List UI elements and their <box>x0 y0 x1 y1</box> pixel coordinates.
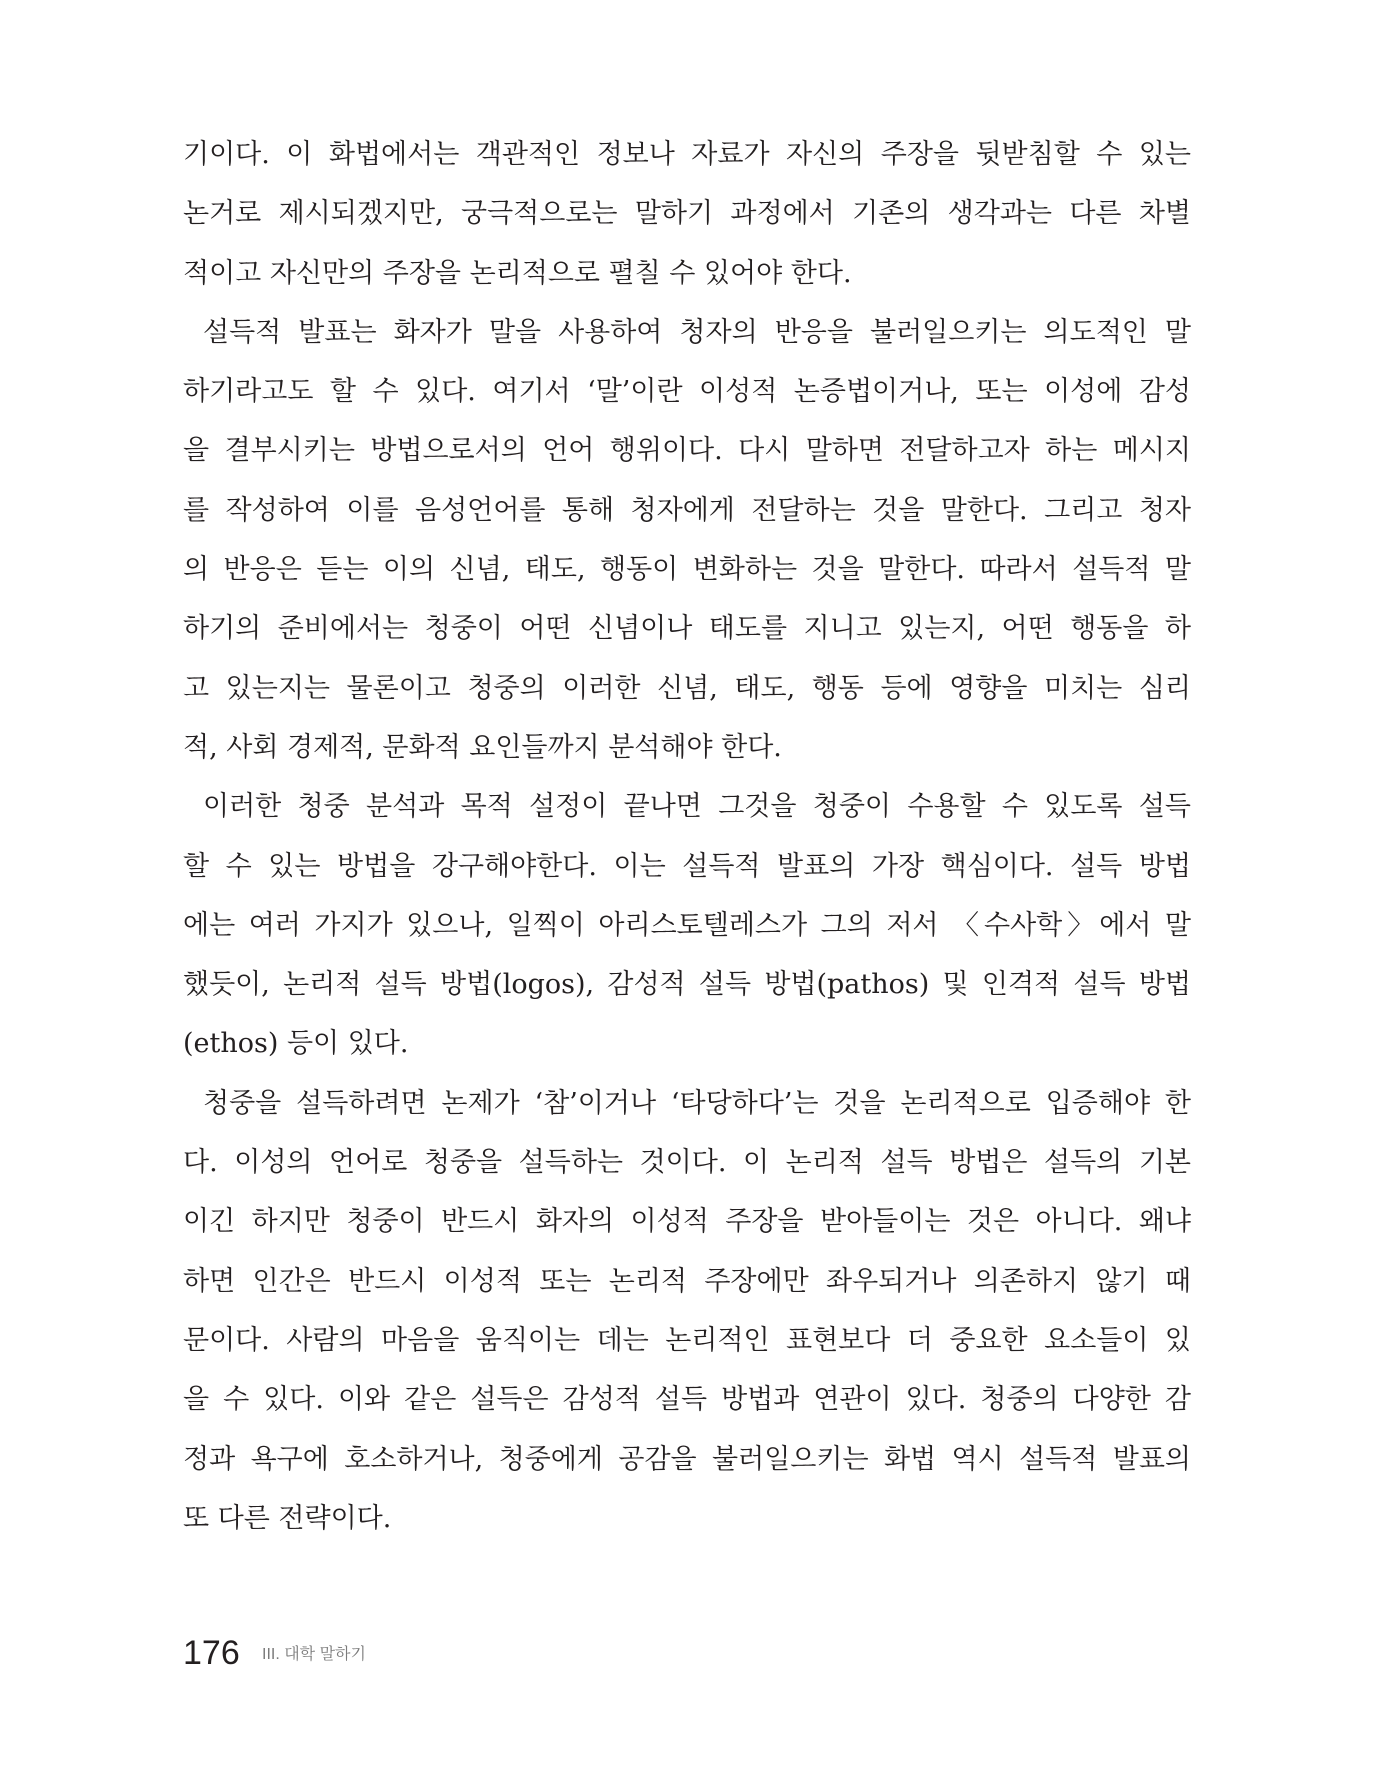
text-line: 의 반응은 듣는 이의 신념, 태도, 행동이 변화하는 것을 말한다. 따라서 설득적 말 <box>183 554 1191 586</box>
text-line: 논거로 제시되겠지만, 궁극적으로는 말하기 과정에서 기존의 생각과는 다른 차별 <box>183 198 1191 230</box>
text-line: 하면 인간은 반드시 이성적 또는 논리적 주장에만 좌우되거나 의존하지 않기 때 <box>183 1265 1191 1297</box>
text-line: 적, 사회 경제적, 문화적 요인들까지 분석해야 한다. <box>183 731 782 763</box>
text-line: 설득적 발표는 화자가 말을 사용하여 청자의 반응을 불러일으키는 의도적인 말 <box>203 316 1191 348</box>
text-line: 하기라고도 할 수 있다. 여기서 ‘말’이란 이성적 논증법이거나, 또는 이성에 감성 <box>183 376 1191 408</box>
text-line: 이러한 청중 분석과 목적 설정이 끝나면 그것을 청중이 수용할 수 있도록 설득 <box>203 791 1191 823</box>
text-line: 청중을 설득하려면 논제가 ‘참’이거나 ‘타당하다’는 것을 논리적으로 입증해야 한 <box>203 1087 1191 1119</box>
text-line: 를 작성하여 이를 음성언어를 통해 청자에게 전달하는 것을 말한다. 그리고 청자 <box>183 494 1191 526</box>
page-number: 176 <box>183 1634 240 1672</box>
text-line: 에는 여러 가지가 있으나, 일찍이 아리스토텔레스가 그의 저서 〈수사학〉에서 말 <box>183 909 1191 941</box>
text-line: 했듯이, 논리적 설득 방법(logos), 감성적 설득 방법(pathos) 및 인격적 설득 방법 <box>183 969 1191 1001</box>
running-footer-section: III. 대학 말하기 <box>262 1646 366 1663</box>
text-line: 할 수 있는 방법을 강구해야한다. 이는 설득적 발표의 가장 핵심이다. 설득 방법 <box>183 850 1191 882</box>
body-text <box>183 125 1191 1548</box>
text-line: 하기의 준비에서는 청중이 어떤 신념이나 태도를 지니고 있는지, 어떤 행동을 하 <box>183 613 1191 645</box>
text-line: 을 수 있다. 이와 같은 설득은 감성적 설득 방법과 연관이 있다. 청중의 다양한 감 <box>183 1384 1191 1416</box>
paragraph <box>183 1074 1191 1548</box>
paragraph <box>183 777 1191 1073</box>
text-line: (ethos) 등이 있다. <box>183 1028 409 1060</box>
text-line: 또 다른 전략이다. <box>183 1502 392 1534</box>
text-line: 다. 이성의 언어로 청중을 설득하는 것이다. 이 논리적 설득 방법은 설득의 기본 <box>183 1147 1191 1179</box>
text-line: 이긴 하지만 청중이 반드시 화자의 이성적 주장을 받아들이는 것은 아니다. 왜냐 <box>183 1206 1191 1238</box>
text-line: 적이고 자신만의 주장을 논리적으로 펼칠 수 있어야 한다. <box>183 257 852 289</box>
text-line: 고 있는지는 물론이고 청중의 이러한 신념, 태도, 행동 등에 영향을 미치는 심리 <box>183 672 1191 704</box>
text-line: 정과 욕구에 호소하거나, 청중에게 공감을 불러일으키는 화법 역시 설득적 발표의 <box>183 1443 1191 1475</box>
paragraph <box>183 303 1191 777</box>
text-line: 을 결부시키는 방법으로서의 언어 행위이다. 다시 말하면 전달하고자 하는 메시지 <box>183 435 1191 467</box>
text-line: 문이다. 사람의 마음을 움직이는 데는 논리적인 표현보다 더 중요한 요소들이 있 <box>183 1324 1191 1356</box>
paragraph <box>183 125 1191 303</box>
text-line: 기이다. 이 화법에서는 객관적인 정보나 자료가 자신의 주장을 뒷받침할 수 있는 <box>183 139 1191 170</box>
